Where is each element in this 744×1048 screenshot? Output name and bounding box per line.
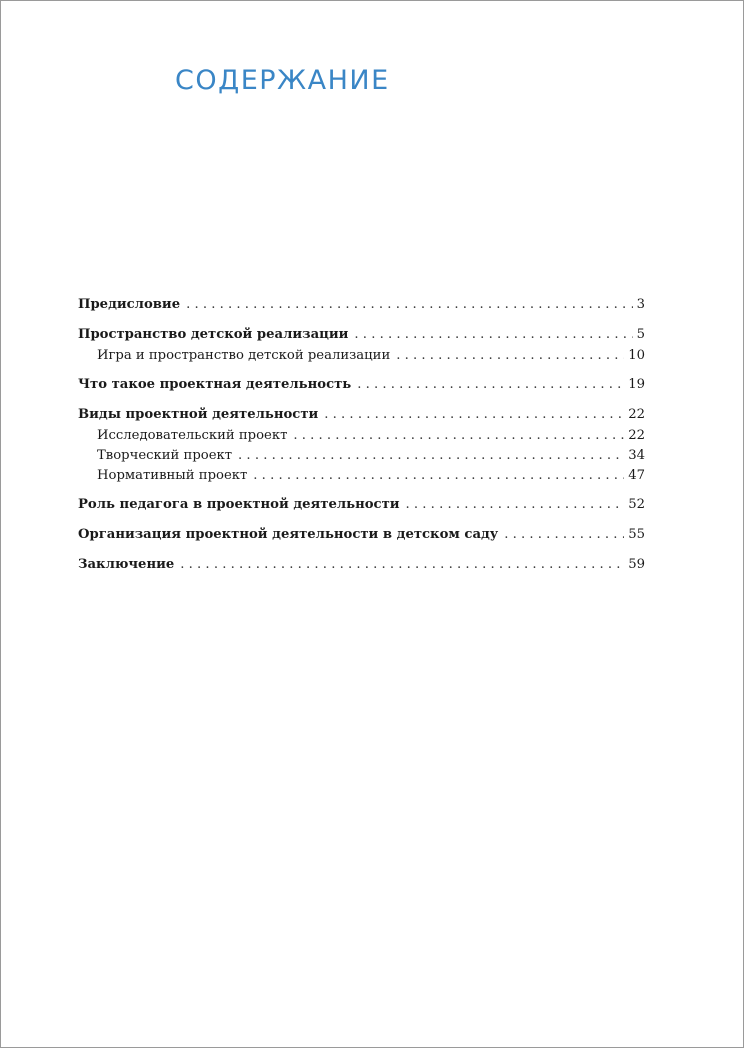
dot-leader <box>396 346 624 366</box>
toc-entry-label: Организация проектной деятельности в детском саду <box>78 527 499 542</box>
toc-entry-page: 10 <box>628 348 645 363</box>
toc-entry-page: 22 <box>628 428 645 443</box>
toc-entry-label: Игра и пространство детской реализации <box>97 348 391 363</box>
toc-entry-label: Исследовательский проект <box>97 428 288 443</box>
toc-subentry[interactable] <box>78 446 645 466</box>
toc-entry[interactable] <box>78 293 645 316</box>
dot-leader <box>238 446 624 466</box>
toc-entry-page: 3 <box>636 297 645 312</box>
dot-leader <box>180 553 624 576</box>
dot-leader <box>253 466 624 486</box>
toc-subentry[interactable] <box>78 346 645 366</box>
toc-entry-label: Роль педагога в проектной деятельности <box>78 497 400 512</box>
dot-leader <box>504 523 624 546</box>
toc-entry-page: 59 <box>628 557 645 572</box>
dot-leader <box>357 373 624 396</box>
toc-entry-page: 19 <box>628 377 645 392</box>
toc-entry-label: Предисловие <box>78 297 181 312</box>
toc-entry-label: Творческий проект <box>97 448 233 463</box>
toc-entry-page: 47 <box>628 468 645 483</box>
toc-entry[interactable] <box>78 323 645 346</box>
toc-entry-label: Нормативный проект <box>97 468 248 483</box>
dot-leader <box>354 323 632 346</box>
dot-leader <box>324 403 624 426</box>
toc-entry[interactable] <box>78 373 645 396</box>
toc-entry[interactable] <box>78 523 645 546</box>
toc-entry[interactable] <box>78 553 645 576</box>
toc-entry-label: Что такое проектная деятельность <box>78 377 352 392</box>
toc-entry-page: 34 <box>628 448 645 463</box>
toc-entry-label: Пространство детской реализации <box>78 327 349 342</box>
toc-entry-page: 5 <box>636 327 645 342</box>
dot-leader <box>293 426 624 446</box>
page-title: СОДЕРЖАНИЕ <box>175 65 390 96</box>
toc-entry[interactable] <box>78 403 645 426</box>
toc-entry-label: Заключение <box>78 557 175 572</box>
table-of-contents <box>78 293 645 576</box>
toc-subentry[interactable] <box>78 426 645 446</box>
toc-entry[interactable] <box>78 493 645 516</box>
toc-entry-page: 22 <box>628 407 645 422</box>
toc-entry-page: 52 <box>628 497 645 512</box>
toc-entry-page: 55 <box>628 527 645 542</box>
dot-leader <box>406 493 625 516</box>
toc-subentry[interactable] <box>78 466 645 486</box>
dot-leader <box>186 293 633 316</box>
toc-entry-label: Виды проектной деятельности <box>78 407 319 422</box>
